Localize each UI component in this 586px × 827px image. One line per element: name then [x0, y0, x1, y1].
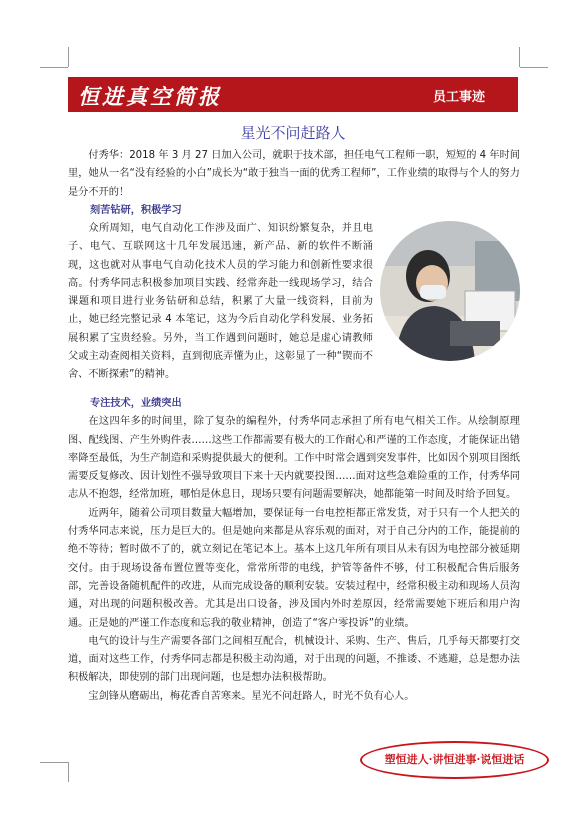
- crop-mark-tl-v: [68, 47, 69, 67]
- crop-mark-tl-h: [40, 67, 68, 68]
- crop-mark-bl-h: [40, 762, 68, 763]
- article-body-bottom: [68, 395, 520, 706]
- paragraph-closing: 宝剑锋从磨砺出，梅花香自苦寒来。星光不问赶路人，时光不负有心人。: [88, 690, 415, 702]
- header-banner: [68, 77, 561, 112]
- crop-mark-tr-h: [520, 67, 548, 68]
- article-title: 星光不问赶路人: [240, 124, 346, 142]
- article-body-wrap: [68, 220, 373, 385]
- crop-mark-tr-v: [519, 47, 520, 67]
- employee-photo: [380, 221, 520, 361]
- paragraph-tech: 在这四年多的时间里，除了复杂的编程外，付秀华同志承担了所有电气相关工作。从绘制原理图、配线图、产生外购件表……这些工作都需要有极大的工作耐心和严谨的工作态度，才能保证出错率降至最低，为生产制造和采购提供最大的便利。工作中时常会遇到突发事件，比如因个别项目图纸需要反复修改、因计划性不强导致项目下来十天内就要投图……面对这些急难险重的工作，付秀华同志从不抱怨，经常加班，哪怕是休息日，现场只要有问题需要解决，她都能第一时间及时给予回复。: [68, 416, 520, 501]
- paragraph-teamwork: 电气的设计与生产需要各部门之间相互配合，机械设计、采购、生产、售后，几乎每天都要打交道，面对这些工作，付秀华同志都是积极主动沟通，对于出现的问题，不推诿、不逃避，总是想办法积极解决，即使别的部门出现问题，也是想办法积极帮助。: [68, 635, 520, 684]
- article-body-top: [68, 147, 520, 220]
- paragraph-recent: 近两年，随着公司项目数量大幅增加，要保证每一台电控柜都正常发货，对于只有一个人把关的付秀华同志来说，压力是巨大的。但是她向来都是从容乐观的面对，对于自己分内的工作，能提前的绝不等待；暂时做不了的，就立刻记在笔记本上。基本上这几年所有项目从未有因为电控部分被延期交付。由于现场设备布置位置等变化，常常所带的电线，护管等备件不够，付工积极配合售后服务部，完善设备随机配件的改进，从而完成设备的顺利安装。安装过程中，经常积极主动和现场人员沟通，对出现的问题积极改善。尤其是出口设备，涉及国内外时差原因，经常需要她下班后和用户沟通。正是她的严谨工作态度和忘我的敬业精神，创造了“客户零投诉”的业绩。: [68, 507, 520, 629]
- paragraph-study: 众所周知，电气自动化工作涉及面广、知识纷繁复杂，并且电子、电气、互联网这十几年发展迅速，新产品、新的软件不断涌现，这也就对从事电气自动化技术人员的学习能力和创新性要求很高。付秀华同志积极参加项目实践、经常奔赴一线现场学习，结合课题和项目进行业务钻研和总结，积累了大量一线资料，目前为止，她已经完整记录 4 本笔记，这为今后自动化学科发展、业务拓展积累了宝贵经验。另外，当工作遇到问题时，她总是虚心请教师父或主动查阅相关资料，直到彻底弄懂为止，这彰显了一种“锲而不舍、不断探索”的精神。: [68, 223, 373, 381]
- crop-mark-bl-v: [68, 762, 69, 782]
- newsletter-brand: 恒进真空简报: [78, 84, 222, 109]
- section-label: 员工事迹: [433, 90, 486, 105]
- subheading-tech: 专注技术，业绩突出: [90, 398, 182, 409]
- header-divider: [523, 77, 525, 112]
- slogan-oval: 塑恒进人·讲恒进事·说恒进话: [360, 741, 549, 779]
- page-number: 5: [546, 83, 567, 104]
- intro-paragraph: 付秀华：2018 年 3 月 27 日加入公司，就职于技术部，担任电气工程师一职，短短的 4 年时间里，她从一名“没有经验的小白”成长为“敢于独当一面的优秀工程师”，工作业绩的取得与个人的努力是分不开的！: [68, 150, 520, 198]
- subheading-study: 刻苦钻研，积极学习: [90, 204, 182, 216]
